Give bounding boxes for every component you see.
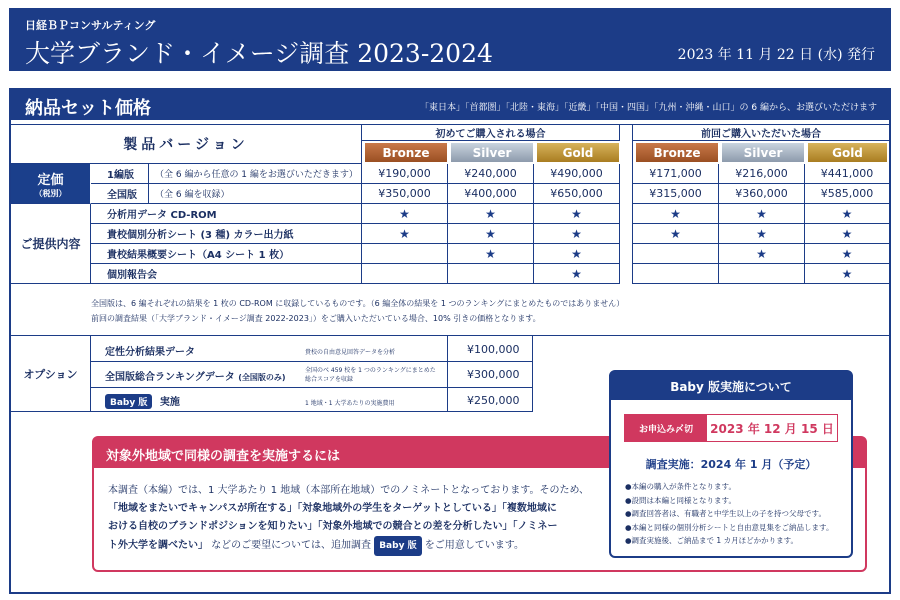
star-icon: ★ <box>841 206 853 221</box>
price-first-silver-2: ¥400,000 <box>464 187 517 200</box>
price-first-gold-1: ¥490,000 <box>550 167 603 180</box>
group-gap <box>620 125 633 284</box>
star-icon: ★ <box>485 246 496 261</box>
star-icon: ★ <box>571 266 582 281</box>
star-icon: ★ <box>756 226 767 241</box>
options-row-divider <box>91 387 533 388</box>
price-repeat-silver-1: ¥216,000 <box>735 167 788 180</box>
body-line-last <box>108 536 628 556</box>
price-cell <box>719 184 805 204</box>
option-name-2-sub: (全国版のみ) <box>238 373 286 382</box>
price-first-bronze-1: ¥190,000 <box>378 167 431 180</box>
options-row-divider <box>91 361 533 362</box>
issue-date: 2023 年 11 月 22 日 (水) 発行 <box>677 47 875 63</box>
price-cell <box>633 164 719 184</box>
price-first-silver-1: ¥240,000 <box>464 167 517 180</box>
star-cell <box>362 244 448 264</box>
star-icon: ★ <box>756 206 767 221</box>
option-desc-1: 貴校の自由意見回答データを分析 <box>305 349 396 356</box>
options-price-divider <box>447 336 448 412</box>
deadline-label: お申込み〆切 <box>625 415 707 441</box>
product-version-label: 製品バージョン <box>123 137 249 153</box>
list-item: ●設問は本編と同様となります。 <box>625 495 736 505</box>
price-cell <box>362 164 448 184</box>
contents-row-name <box>91 204 362 224</box>
star-cell <box>719 204 805 224</box>
star-icon: ★ <box>399 206 410 221</box>
body-line: 「地域をまたいでキャンパスが所在する」「対象地域外の学生をターゲットとしている」「複数地域に <box>108 503 557 514</box>
publisher-name: 日経ＢＰコンサルティング <box>25 19 156 32</box>
price-row-name-2: 全国版 <box>107 190 137 201</box>
contents-label: ご提供内容 <box>20 237 81 251</box>
body-line: おける自校のブランドポジションを知りたい」「対象外地域での競合との差を分析したい」「ノミネー <box>108 521 558 532</box>
price-first-gold-2: ¥650,000 <box>550 187 603 200</box>
contents-name-4: 個別報告会 <box>107 270 157 281</box>
option-price-2: ¥300,000 <box>467 368 520 381</box>
outside-region-body <box>108 482 628 556</box>
star-icon: ★ <box>841 266 853 281</box>
price-first-bronze-2: ¥350,000 <box>378 187 431 200</box>
tax-label: （税別） <box>34 188 67 198</box>
outside-region-title: 対象外地域で同様の調査を実施するには <box>94 438 865 468</box>
option-name-2-wrap <box>105 368 286 383</box>
star-cell <box>362 204 448 224</box>
star-cell <box>448 224 534 244</box>
price-repeat-silver-2: ¥360,000 <box>735 187 788 200</box>
price-row-desc-2: （全 6 編を収録） <box>155 190 230 200</box>
pricing-title: 納品セット価格 <box>25 98 151 119</box>
body-line-4a: ト外大学を調べたい」 <box>108 540 208 551</box>
price-cell <box>805 184 889 204</box>
list-item: ●本編と同様の個別分析シートと自由意見集をご納品します。 <box>625 522 834 532</box>
star-cell <box>534 224 620 244</box>
option-name-3-wrap <box>105 393 180 409</box>
first-time-header <box>362 125 620 141</box>
star-icon: ★ <box>399 226 410 241</box>
repeat-label: 前回ご購入いただいた場合 <box>701 129 821 140</box>
star-cell <box>805 224 889 244</box>
list-item: ●調査回答者は、有職者と中学生以上の子を持つ父母です。 <box>625 509 826 518</box>
option-desc-2: 全国のべ 459 校を 1 つのランキングにまとめた総合スコアを収録 <box>305 367 436 383</box>
regions-note: 「東日本」「首都圏」「北陸・東海」「近畿」「中国・四国」「九州・沖縄・山口」の 6 編から、お選びいただけます <box>420 103 877 113</box>
price-repeat-gold-2: ¥585,000 <box>820 187 874 200</box>
baby-info-title: Baby 版実施について <box>611 372 851 400</box>
deadline-value: 2023 年 12 月 15 日 <box>710 421 834 436</box>
contents-row-name <box>91 244 362 264</box>
star-icon: ★ <box>571 206 582 221</box>
pricing-title-bar <box>11 90 889 120</box>
star-cell <box>633 244 719 264</box>
product-version-header <box>11 125 362 164</box>
price-cell <box>448 164 534 184</box>
first-bronze-tier: Bronze <box>365 143 447 162</box>
note-line: 全国版は、6 編それぞれの結果を 1 枚の CD-ROM に収録しているものです。（6 編全体の結果を 1 つのランキングにまとめたものではありません） <box>91 299 625 308</box>
baby-version-tag: Baby 版 <box>374 536 421 556</box>
star-cell <box>633 204 719 224</box>
star-cell <box>534 244 620 264</box>
body-line: 本調査（本編）では、1 大学あたり 1 地域（本部所在地域）でのノミネートとなっております。そのため、 <box>108 485 590 496</box>
option-name-1: 定性分析結果データ <box>105 347 195 358</box>
repeat-bronze-tier: Bronze <box>636 143 718 162</box>
note-line: 前回の調査結果（「大学ブランド・イメージ調査 2022-2023」）をご購入いただいている場合、10% 引きの価格となります。 <box>91 314 541 323</box>
body-line-4b: などのご要望については、追加調査 <box>211 540 371 551</box>
star-cell <box>362 264 448 284</box>
star-cell <box>534 264 620 284</box>
contents-row-name <box>91 224 362 244</box>
header-banner <box>9 8 891 71</box>
price-repeat-gold-1: ¥441,000 <box>820 167 874 180</box>
list-item: ●調査実施後、ご納品まで 1 カ月ほどかかります。 <box>625 536 798 545</box>
baby-info-box <box>609 370 853 558</box>
price-cell <box>448 184 534 204</box>
star-icon: ★ <box>571 246 582 261</box>
options-label-cell <box>11 336 91 412</box>
price-label-cell <box>11 164 91 204</box>
baby-version-tag: Baby 版 <box>105 394 152 409</box>
price-row-desc <box>149 164 362 184</box>
star-icon: ★ <box>841 226 853 241</box>
list-item: ●本編の購入が条件となります。 <box>625 482 736 491</box>
price-cell <box>719 164 805 184</box>
star-icon: ★ <box>841 246 853 261</box>
star-icon: ★ <box>670 206 681 221</box>
first-silver-tier: Silver <box>451 143 533 162</box>
repeat-gold-tier: Gold <box>808 143 887 162</box>
price-repeat-bronze-2: ¥315,000 <box>649 187 702 200</box>
star-cell <box>633 264 719 284</box>
star-cell <box>719 264 805 284</box>
contents-name-2: 貴校個別分析シート (3 種) カラー出力紙 <box>107 230 294 241</box>
price-cell <box>805 164 889 184</box>
first-gold-tier: Gold <box>537 143 619 162</box>
option-name-3: 実施 <box>159 397 180 408</box>
price-row-name-1: 1編版 <box>107 170 134 181</box>
star-cell <box>719 244 805 264</box>
star-icon: ★ <box>756 246 767 261</box>
star-cell <box>719 224 805 244</box>
star-cell <box>633 224 719 244</box>
star-icon: ★ <box>485 206 496 221</box>
price-cell <box>534 184 620 204</box>
price-row-name <box>91 164 149 184</box>
baby-bullet-list <box>625 480 833 548</box>
contents-label-cell <box>11 204 91 284</box>
deadline-box <box>624 414 838 442</box>
body-line-4c: をご用意しています。 <box>424 540 524 551</box>
option-price-3: ¥250,000 <box>467 394 520 407</box>
star-cell <box>805 264 889 284</box>
page-title: 大学ブランド・イメージ調査 2023-2024 <box>25 39 493 68</box>
price-row-name <box>91 184 149 204</box>
star-icon: ★ <box>670 226 681 241</box>
star-icon: ★ <box>485 226 496 241</box>
contents-name-1: 分析用データ CD-ROM <box>107 210 217 221</box>
price-cell <box>633 184 719 204</box>
survey-schedule: 調査実施：2024 年 1 月（予定） <box>645 458 817 471</box>
star-icon: ★ <box>571 226 582 241</box>
contents-name-3: 貴校結果概要シート（A4 シート 1 枚） <box>107 250 290 261</box>
star-cell <box>534 204 620 224</box>
star-cell <box>448 204 534 224</box>
options-label: オプション <box>23 367 78 381</box>
price-row-desc-1: （全 6 編から任意の 1 編をお選びいただきます） <box>155 170 358 180</box>
price-cell <box>362 184 448 204</box>
price-label: 定価 <box>37 172 64 188</box>
star-cell <box>362 224 448 244</box>
contents-row-name <box>91 264 362 284</box>
price-cell <box>534 164 620 184</box>
star-cell <box>805 204 889 224</box>
repeat-silver-tier: Silver <box>722 143 804 162</box>
option-desc-3: 1 地域・1 大学あたりの実施費用 <box>305 400 395 407</box>
star-cell <box>448 264 534 284</box>
option-name-2: 全国版総合ランキングデータ <box>105 372 235 383</box>
price-repeat-bronze-1: ¥171,000 <box>649 167 702 180</box>
first-time-label: 初めてご購入される場合 <box>435 129 546 140</box>
option-price-1: ¥100,000 <box>467 343 520 356</box>
price-row-desc <box>149 184 362 204</box>
repeat-header <box>633 125 889 141</box>
star-cell <box>448 244 534 264</box>
star-cell <box>805 244 889 264</box>
